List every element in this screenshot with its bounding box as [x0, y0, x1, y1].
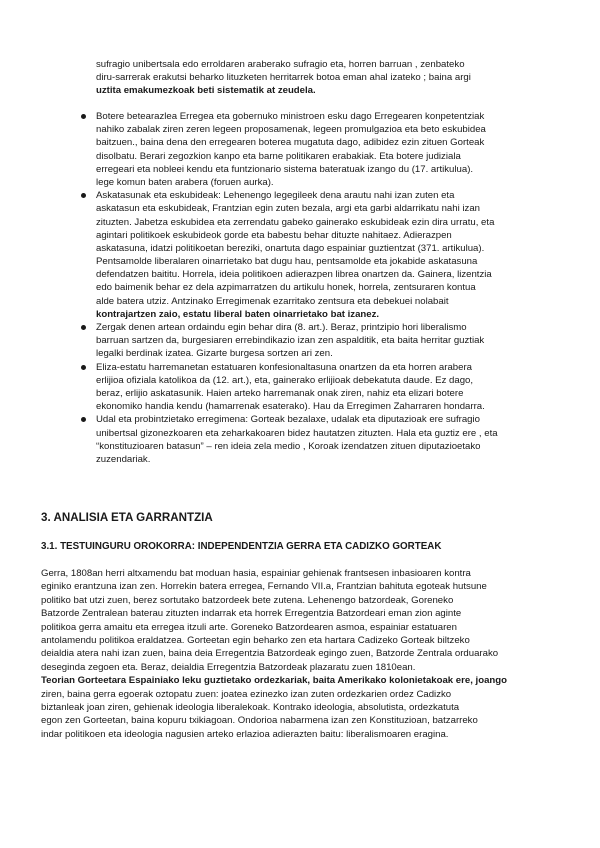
text-line: baitzuen., baina dena den erregearen boterea mugatuta dago, adibidez ezin zituen Gorteak — [96, 137, 485, 149]
bullet-dot-icon — [81, 365, 86, 370]
text-line: legalki berdinak izatea. Gizarte burgesa sortzen ari zen. — [96, 348, 333, 360]
text-line: deseginda zegoen eta. Beraz, deialdia Erregentzia Batzordeak plazaratu zuen 1810ean. — [41, 661, 416, 673]
text-line: Botere betearazlea Erregea eta gobernuko ministroen esku dago Erregearen konpetentziak — [96, 111, 485, 122]
text-line: antolamendu politikoa eraldatzea. Gorteetan egin beharko zen eta hartara Cadizeko Gorteak biltzeko — [41, 634, 470, 646]
continuation-text — [96, 58, 514, 98]
text-line: Eliza-estatu harremanetan estatuaren konfesionaltasuna onartzen da eta horren arabera — [96, 361, 472, 373]
bullet-dot-icon — [81, 114, 86, 119]
text-line: “konstituzioaren batasun” – ren ideia zela medio , Koroak izendatzen zituen diputazioetako — [96, 440, 481, 452]
bullet-item-municipal — [96, 413, 526, 466]
text-line: politiko bat utzi zuen, berez sortutako batzordeek bete zutena. Lehenengo batzordeak, Goreneko — [41, 594, 454, 606]
text-line: eginiko erantzuna izan zen. Horrekin batera erregea, Fernando VII.a, Frantzian bahituta egoteak hutsune — [41, 581, 487, 593]
text-line: erregeari eta nobleei kendu eta funtzionario sistema bateratuak izango du (17. artikulua). — [96, 163, 474, 175]
text-line: kontrajartzen zaio, estatu liberal baten oinarrietako bat izanez. — [96, 308, 380, 320]
text-line: ekonomiko handia kendu (hamarrenak esaterako). Hau da Erregimen Zaharraren hondarra. — [96, 401, 485, 413]
text-line: Gerra, 1808an herri altxamendu bat moduan hasia, espainiar gehienak frantsesen inbasioaren kontra — [41, 568, 471, 579]
subsection-title: 3.1. TESTUINGURU OROKORRA: INDEPENDENTZIA GERRA ETA CADIZKO GORTEAK — [41, 541, 442, 552]
text-line: uztita emakumezkoak beti sistematik at zeudela. — [96, 85, 316, 97]
bullet-dot-icon — [81, 417, 86, 422]
text-line: zuzendariak. — [96, 453, 151, 465]
text-line: Udal eta probintzietako erregimena: Gorteak bezalaxe, udalak eta diputazioak ere sufragio — [96, 414, 480, 426]
text-line: disolbatu. Berari zegozkion kanpo eta barne politikaren erabakiak. Eta botere judiziala — [96, 150, 461, 162]
bullet-item-executive — [96, 110, 526, 189]
text-line: agintari politikoek eskubideok gorde eta babestu behar dituzte nahitaez. Adierazpen — [96, 229, 452, 241]
section-title: 3. ANALISIA ETA GARRANTZIA — [41, 511, 213, 524]
text-line: unibertsal gizonezkoaren eta zeharkakoaren bidez hautatzen zituzten. Hala eta guztiz ere , eta — [96, 427, 498, 439]
text-line: askatasun eta eskubideak, Frantzian egin zuten bezala, argi eta garbi aldarrikatu nahi izan — [96, 203, 480, 215]
text-line: egon zen Gorteetan, baina kopuru txikiagoan. Ondorioa nabarmena izan zen Konstituzioan, batzarreko — [41, 715, 478, 727]
text-line: Zergak denen artean ordaindu egin behar dira (8. art.). Beraz, printzipio hori liberalismo — [96, 322, 467, 333]
text-line: ziren, baina gerra egoerak oztopatu zuen: joatea ezinezko izan zuten ordezkarien ordez Cadizko — [41, 688, 452, 700]
text-line: zituzten. Jabetza eskubidea eta zerrendatu gabeko gainerako eskubideak ezin dira urratu, eta — [96, 216, 495, 228]
body-paragraphs — [41, 567, 561, 741]
text-line: politikoa gerra amaitu eta erregea itzuli arte. Goreneko Batzordearen asmoa, espainiar estatuaren — [41, 621, 457, 633]
bullet-item-church — [96, 361, 526, 414]
bullet-list — [96, 110, 526, 466]
text-line: Askatasunak eta eskubideak: Lehenengo legegileek dena arautu nahi izan zuten eta — [96, 190, 455, 202]
text-line: indar politikoen eta ideologia nagusien arteko erlazioa adierazten baitu: liberalismoaren eragina. — [41, 728, 449, 740]
text-line: nahiko zabalak ziren zeren legeen proposamenak, legeen promulgazioa eta beto eskubidea — [96, 124, 486, 136]
text-line: lege komun baten arabera (foruen aurka). — [96, 176, 274, 188]
bullet-item-taxes — [96, 321, 526, 361]
text-line: Teorian Gorteetara Espainiako leku guztietako ordezkariak, baita Amerikako kolonietakoak ere, joango — [41, 675, 507, 687]
text-line: alde batera utziz. Antzinako Erregimenak ezarritako zentsura eta debekuei nolabait — [96, 295, 449, 307]
text-line: askatasuna, idatzi politikoetan bereziki, onartuta dago espainiar guztientzat (371. artikulua). — [96, 242, 485, 254]
text-line: sufragio unibertsala edo erroldaren araberako sufragio eta, horren barruan , zenbateko — [96, 59, 465, 70]
text-line: erlijioa ofiziala katolikoa da (12. art.), eta, gainerako erlijioak debekatuta daude. Ez dago, — [96, 374, 474, 386]
bullet-dot-icon — [81, 193, 86, 198]
bullet-item-rights — [96, 189, 526, 321]
text-line: biztanleak joan ziren, gehienak ideologia liberalekoak. Kontrako ideologia, absolutista, ordezkatuta — [41, 701, 460, 713]
text-line: barruan sartzen da, burgesiaren errebindikazio izan zen aspalditik, eta baita herritar guztiak — [96, 335, 485, 347]
text-line: Batzorde Zentralean baterau zituzten indarrak eta horrek Erregentzia Batzordeari eman zion aginte — [41, 608, 462, 620]
text-line: deialdia atera nahi izan zuen, baina deia Erregentzia Batzordeak egingo zuen, Batzorde Zentrala orduarako — [41, 648, 499, 660]
text-line: edo baimenik behar ez dela azpimarratzen du artikulu honek, horrela, zentsuraren kontua — [96, 282, 476, 294]
text-line: defendatzen baititu. Horrela, ideia politikoen adierazpen librea onartzen da. Gainera, lizentzia — [96, 269, 492, 281]
text-line: diru-sarrerak erakutsi beharko lituzketen herritarrek botoa eman ahal izateko ; baina argi — [96, 72, 471, 84]
text-line: beraz, erlijio askatasunik. Haien arteko harremanak onak ziren, nahiz eta elizari botere — [96, 387, 464, 399]
text-line: Pentsamolde liberalaren oinarrietako bat dugu hau, pentsamolde eta jokabide askatasuna — [96, 256, 478, 268]
bullet-dot-icon — [81, 325, 86, 330]
